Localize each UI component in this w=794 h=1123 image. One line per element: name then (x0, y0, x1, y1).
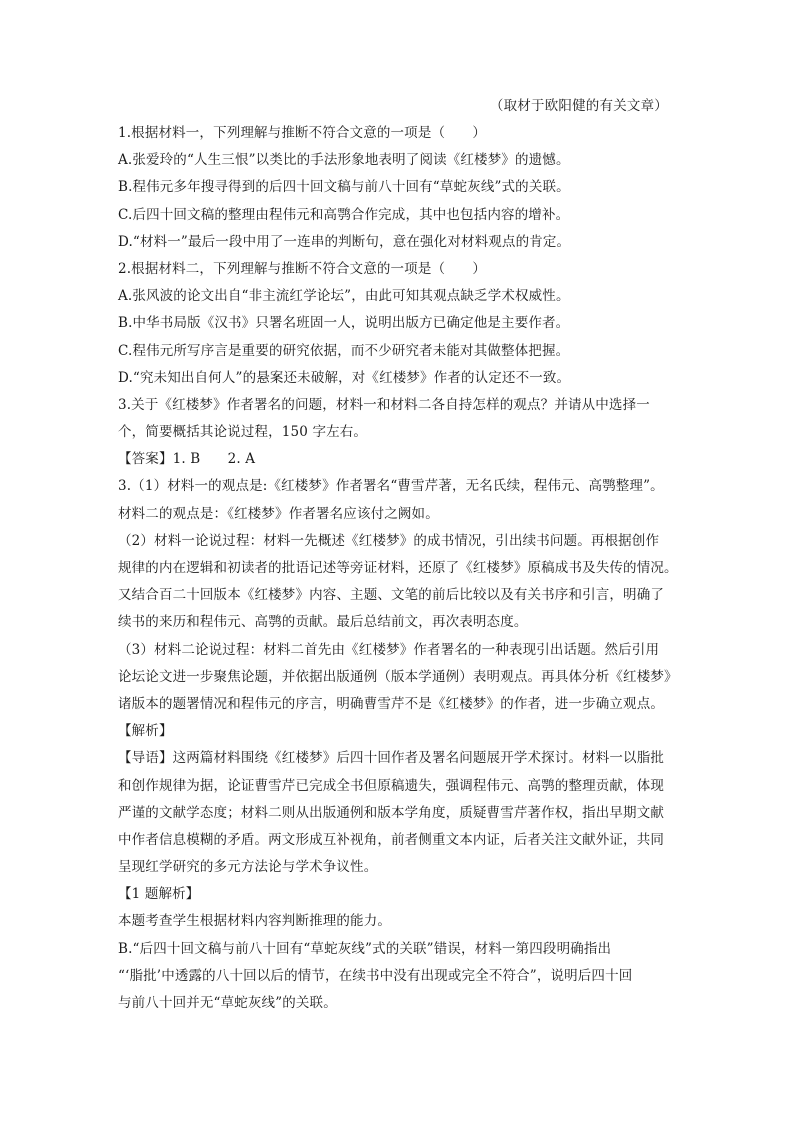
text-line: 1.根据材料一，下列理解与推断不符合文意的一项是（ ） (118, 125, 487, 141)
text-line: 续书的来历和程伟元、高鹗的贡献。最后总结前文，再次表明态度。 (118, 614, 528, 631)
text-line: （3）材料二论说过程：材料二首先由《红楼梦》作者署名的一种表现引出话题。然后引用 (118, 641, 660, 658)
text-line: D.“究未知出自何人”的悬案还未破解，对《红楼梦》作者的认定还不一致。 (118, 369, 571, 386)
text-line: 【1 题解析】 (118, 886, 200, 903)
text-line: B.程伟元多年搜寻得到的后四十回文稿与前八十回有“草蛇灰线”式的关联。 (118, 179, 570, 196)
text-line: C.后四十回文稿的整理由程伟元和高鹗合作完成，其中也包括内容的增补。 (118, 206, 570, 223)
text-line: 又结合百二十回版本《红楼梦》内容、主题、文笔的前后比较以及有关书序和引言，明确了 (118, 587, 664, 604)
text-line: A.张风波的论文出自“非主流红学论坛”，由此可知其观点缺乏学术权威性。 (118, 288, 570, 305)
text-line: 诸版本的题署情况和程伟元的序言，明确曹雪芹不是《红楼梦》的作者，进一步确立观点。 (118, 695, 664, 712)
text-line: 严谨的文献学态度；材料二则从出版通例和版本学角度，质疑曹雪芹著作权，指出早期文献 (118, 804, 664, 821)
text-line: D.“材料一”最后一段中用了一连串的判断句，意在强化对材料观点的肯定。 (118, 233, 571, 250)
text-line: 与前八十回并无“草蛇灰线”的关联。 (118, 995, 337, 1011)
text-line: 3.关于《红楼梦》作者署名的问题，材料一和材料二各自持怎样的观点？并请从中选择一 (118, 396, 650, 413)
text-line: 【答案】1. B 2. A (118, 451, 256, 468)
text-line: B.“后四十回文稿与前八十回有“草蛇灰线”式的关联”错误，材料一第四段明确指出 (118, 940, 612, 957)
text-line: 3.（1）材料一的观点是:《红楼梦》作者署名“曹雪芹著，无名氏续，程伟元、高鹗整理”。 (118, 478, 664, 495)
text-line: 中作者信息模糊的矛盾。两文形成互补视角，前者侧重文本内证，后者关注文献外证，共同 (118, 831, 664, 848)
text-line: 规律的内在逻辑和初读者的批语记述等旁证材料，还原了《红楼梦》原稿成书及失传的情况。 (118, 560, 678, 576)
text-line: A.张爱玲的“人生三恨”以类比的手法形象地表明了阅读《红楼梦》的遗憾。 (118, 152, 570, 169)
text-line: “‘脂批’中透露的八十回以后的情节，在续书中没有出现或完全不符合”，说明后四十回 (118, 967, 633, 984)
text-line: 2.根据材料二，下列理解与推断不符合文意的一项是（ ） (118, 260, 487, 277)
text-line: 材料二的观点是：《红楼梦》作者署名应该付之阙如。 (118, 505, 439, 522)
document-body (118, 120, 693, 1017)
text-line: 和创作规律为据，论证曹雪芹已完成全书但原稿遗失，强调程伟元、高鹗的整理贡献，体现 (118, 777, 664, 794)
text-line: 本题考查学生根据材料内容判断推理的能力。 (118, 913, 391, 930)
text-line: 呈现红学研究的多元方法论与学术争议性。 (118, 859, 378, 876)
source-note: （取材于欧阳健的有关文章） (489, 98, 668, 114)
text-line: C.程伟元所写序言是重要的研究依据，而不少研究者未能对其做整体把握。 (118, 342, 570, 359)
text-line: 【解析】 (118, 723, 173, 740)
text-line: 论坛论文进一步聚焦论题，并依据出版通例（版本学通例）表明观点。再具体分析《红楼梦》 (118, 668, 678, 685)
text-line: 【导语】这两篇材料围绕《红楼梦》后四十回作者及署名问题展开学术探讨。材料一以脂批 (118, 750, 664, 767)
text-line: （2）材料一论说过程：材料一先概述《红楼梦》的成书情况，引出续书问题。再根据创作 (118, 532, 660, 549)
text-line: 个，简要概括其论说过程，150 字左右。 (118, 424, 368, 441)
text-line: B.中华书局版《汉书》只署名班固一人，说明出版方已确定他是主要作者。 (118, 315, 570, 332)
